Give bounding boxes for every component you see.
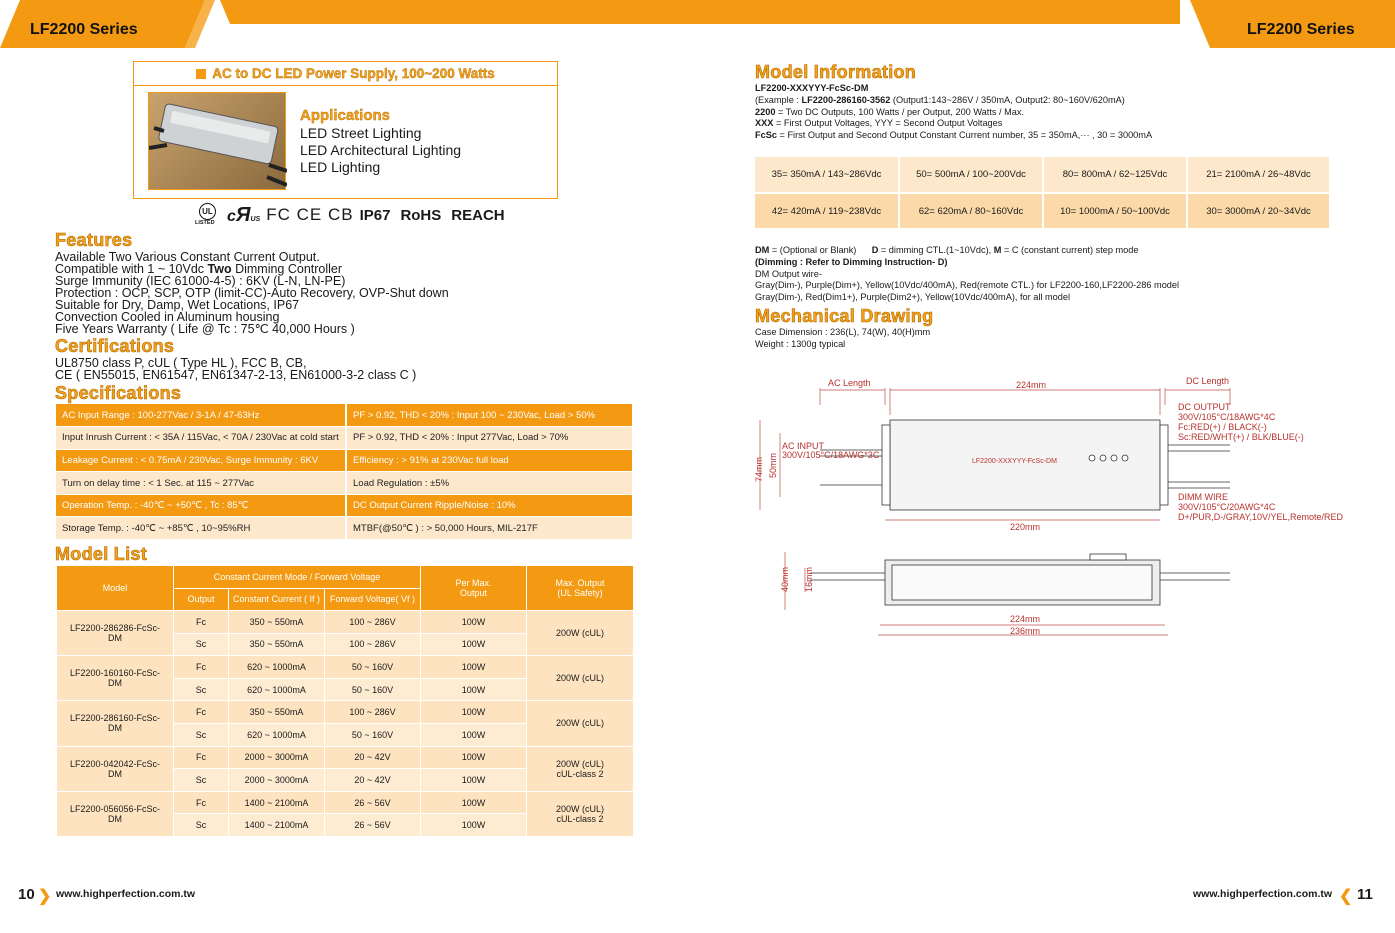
feature-item: Protection : OCP, SCP, OTP (limit-CC)-Auto Recovery, OVP-Shut down — [55, 286, 449, 300]
specifications-table — [56, 404, 634, 540]
feature-item: Suitable for Dry, Damp, Wet Locations, IP67 — [55, 298, 300, 312]
ul-listed-logo: UL LISTED — [195, 203, 221, 227]
svg-text:300V/105°C/20AWG*4C: 300V/105°C/20AWG*4C — [1178, 502, 1276, 512]
cert-logos — [195, 203, 505, 227]
certifications-list — [55, 357, 416, 381]
svg-text:Sc:RED/WHT(+) / BLK/BLUE(-): Sc:RED/WHT(+) / BLK/BLUE(-) — [1178, 432, 1304, 442]
header-title-right: LF2200 Series — [1247, 21, 1355, 38]
product-box-title-bar — [134, 62, 557, 86]
dm-line: DM = (Optional or Blank) D = dimming CTL.(1~10Vdc), M = C (constant current) step mode — [755, 245, 1139, 255]
col-header-max-output: Max. Output (UL Safety) — [527, 566, 634, 611]
application-item: LED Architectural Lighting — [300, 142, 462, 158]
table-row: Leakage Current : < 0.75mA / 230Vac, Surge Immunity : 6KV Efficiency : > 91% at 230Vac full load — [56, 449, 633, 472]
feature-item: Available Two Various Constant Current Output. — [55, 250, 320, 264]
footer-left-url[interactable]: www.highperfection.com.tw — [56, 888, 196, 900]
features-heading: Features — [55, 230, 133, 250]
feature-item: Convection Cooled in Aluminum housing — [55, 310, 280, 324]
reach-logo: REACH — [451, 206, 505, 224]
table-row: Sc 620 ~ 1000mA 50 ~ 160V 100W — [57, 723, 634, 746]
dim-220: 220mm — [1010, 522, 1041, 532]
col-header-fv: Forward Voltage( Vf ) — [325, 588, 421, 611]
table-row: LF2200-042042-FcSc-DM Fc 2000 ~ 3000mA 20 ~ 42V 100W 200W (cUL) cUL-class 2 — [57, 746, 634, 769]
current-code-table — [755, 157, 1331, 230]
footer-left-page: 10 — [18, 886, 35, 903]
dim-50: 50mm — [768, 452, 778, 478]
wire-line: Gray(Dim-), Red(Dim1+), Purple(Dim2+), Yellow(10Vdc/400mA), for all model — [755, 292, 1071, 303]
footer-right-url[interactable]: www.highperfection.com.tw — [1193, 888, 1333, 900]
model-info-heading: Model Information — [755, 62, 917, 82]
col-header-model: Model — [57, 566, 174, 611]
table-row: 35= 350mA / 143~286Vdc 50= 500mA / 100~200Vdc 80= 800mA / 62~125Vdc 21= 2100mA / 26~48Vdc — [755, 157, 1330, 193]
svg-text:300V/105°C/18AWG*4C: 300V/105°C/18AWG*4C — [1178, 412, 1276, 422]
ip67-logo: IP67 — [359, 206, 391, 224]
model-example: (Example : LF2200-286160-3562 (Output1:143~286V / 350mA, Output2: 80~160V/620mA) — [755, 94, 1125, 105]
applications-list — [300, 125, 461, 176]
table-row: Sc 1400 ~ 2100mA 26 ~ 56V 100W — [57, 814, 634, 837]
col-header-output: Output — [174, 588, 229, 611]
table-row: LF2200-286286-FcSc-DM Fc 350 ~ 550mA 100 ~ 286V 100W 200W (cUL) — [57, 611, 634, 634]
dm-info — [755, 245, 1179, 304]
chevron-left-icon: ❮ — [1339, 888, 1353, 905]
feature-item: Surge Immunity (IEC 61000-4-5) : 6KV (L-N, LN-PE) — [55, 274, 346, 288]
product-box-title: AC to DC LED Power Supply, 100~200 Watts — [212, 66, 495, 81]
certification-item: CE ( EN55015, EN61547, EN61347-2-13, EN61000-3-2 class C ) — [55, 368, 417, 382]
table-row: 42= 420mA / 119~238Vdc 62= 620mA / 80~160Vdc 10= 1000mA / 50~100Vdc 30= 3000mA / 20~34Vdc — [755, 193, 1330, 229]
table-row: AC Input Range : 100-277Vac / 3-1A / 47-63Hz PF > 0.92, THD < 20% : Input 100 ~ 230Vac, Load > 50% — [56, 404, 633, 427]
features-list — [55, 251, 449, 335]
feature-item: Five Years Warranty ( Life @ Tc : 75℃ 40,000 Hours ) — [55, 322, 355, 336]
svg-text:300V/105°C/18AWG*3C: 300V/105°C/18AWG*3C — [782, 450, 880, 460]
dim-224b: 224mm — [1010, 614, 1041, 624]
product-box — [133, 61, 558, 199]
dim-224: 224mm — [1016, 380, 1047, 390]
table-row: Sc 350 ~ 550mA 100 ~ 286V 100W — [57, 633, 634, 656]
model-line: XXX = First Output Voltages, YYY = Second Output Voltages — [755, 118, 1003, 129]
applications-heading: Applications — [300, 107, 391, 124]
product-image — [148, 92, 286, 190]
svg-text:D+/PUR,D-/GRAY,10V/YEL,Remote/: D+/PUR,D-/GRAY,10V/YEL,Remote/RED — [1178, 512, 1343, 522]
model-code: LF2200-XXXYYY-FcSc-DM — [755, 83, 869, 93]
model-line: FcSc = First Output and Second Output Constant Current number, 35 = 350mA,··· , 30 = 3000mA — [755, 130, 1153, 141]
application-item: LED Lighting — [300, 159, 381, 175]
chevron-right-icon: ❯ — [38, 888, 52, 905]
dim-16: 16mm — [804, 566, 814, 592]
certifications-heading: Certifications — [55, 336, 175, 356]
table-row: Sc 2000 ~ 3000mA 20 ~ 42V 100W — [57, 769, 634, 792]
square-bullet-icon — [196, 69, 206, 79]
dc-output-label: DC OUTPUT — [1178, 402, 1231, 412]
header-title-left: LF2200 Series — [30, 21, 138, 38]
dim-40: 40mm — [780, 566, 790, 592]
mechanical-heading: Mechanical Drawing — [755, 306, 934, 326]
cur-logo: cЯUS — [227, 203, 261, 226]
dimming-ref: (Dimming : Refer to Dimming Instruction- D) — [755, 256, 948, 267]
mechanical-text — [755, 327, 930, 351]
dc-length-label: DC Length — [1186, 376, 1230, 386]
table-row: Input Inrush Current : < 35A / 115Vac, < 70A / 230Vac at cold start PF > 0.92, THD < 20% : Input 277Vac, Load > 70% — [56, 427, 633, 450]
dimm-wire-label: DIMM WIRE — [1178, 492, 1228, 502]
feature-item: Compatible with 1 ~ 10Vdc Two Dimming Controller — [55, 262, 343, 276]
fcc-ce-cb-logos: FC CE CB — [266, 205, 354, 224]
housing-label: LF2200-XXXYYY-FcSc-DM — [972, 458, 1057, 465]
mechanical-drawing — [750, 370, 1350, 650]
rohs-logo: RoHS — [400, 206, 442, 224]
wire-line: DM Output wire- — [755, 268, 822, 279]
table-row: Storage Temp. : -40℃ ~ +85℃ , 10~95%RH MTBF(@50℃ ) : > 50,000 Hours, MIL-217F — [56, 517, 633, 540]
table-row: LF2200-160160-FcSc-DM Fc 620 ~ 1000mA 50 ~ 160V 100W 200W (cUL) — [57, 656, 634, 679]
specifications-heading: Specifications — [55, 383, 182, 403]
model-line: 2200 = Two DC Outputs, 100 Watts / per Output, 200 Watts / Max. — [755, 106, 1025, 117]
model-info-text — [755, 83, 1152, 142]
col-header-ccm: Constant Current Mode / Forward Voltage — [174, 566, 421, 589]
table-row: LF2200-056056-FcSc-DM Fc 1400 ~ 2100mA 26 ~ 56V 100W 200W (cUL) cUL-class 2 — [57, 791, 634, 814]
svg-text:Fc:RED(+) / BLACK(-): Fc:RED(+) / BLACK(-) — [1178, 422, 1267, 432]
ac-length-label: AC Length — [828, 378, 871, 388]
dim-74: 74mm — [754, 456, 764, 482]
header-strip-top — [220, 0, 1180, 24]
application-item: LED Street Lighting — [300, 125, 422, 141]
certification-item: UL8750 class P, cUL ( Type HL ), FCC B, CB, — [55, 356, 307, 370]
col-header-cc: Constant Current ( If ) — [229, 588, 325, 611]
wire-line: Gray(Dim-), Purple(Dim+), Yellow(10Vdc/400mA), Red(remote CTL.) for LF2200-160,LF2200-286 model — [755, 280, 1180, 291]
col-header-per-max: Per Max. Output — [421, 566, 527, 611]
table-row: Operation Temp. : -40℃ ~ +50℃ , Tc : 85℃ DC Output Current Ripple/Noise : 10% — [56, 494, 633, 517]
dim-236: 236mm — [1010, 626, 1041, 636]
table-row: Turn on delay time : < 1 Sec. at 115 ~ 277Vac Load Regulation : ±5% — [56, 472, 633, 495]
table-row: Sc 620 ~ 1000mA 50 ~ 160V 100W — [57, 678, 634, 701]
model-list-table — [56, 565, 634, 837]
footer-right-page: 11 — [1357, 886, 1373, 903]
case-dimension: Case Dimension : 236(L), 74(W), 40(H)mm — [755, 327, 931, 337]
table-row: LF2200-286160-FcSc-DM Fc 350 ~ 550mA 100 ~ 286V 100W 200W (cUL) — [57, 701, 634, 724]
model-list-heading: Model List — [55, 544, 147, 564]
ac-input-label: AC INPUT — [782, 441, 825, 451]
weight: Weight : 1300g typical — [755, 338, 846, 349]
